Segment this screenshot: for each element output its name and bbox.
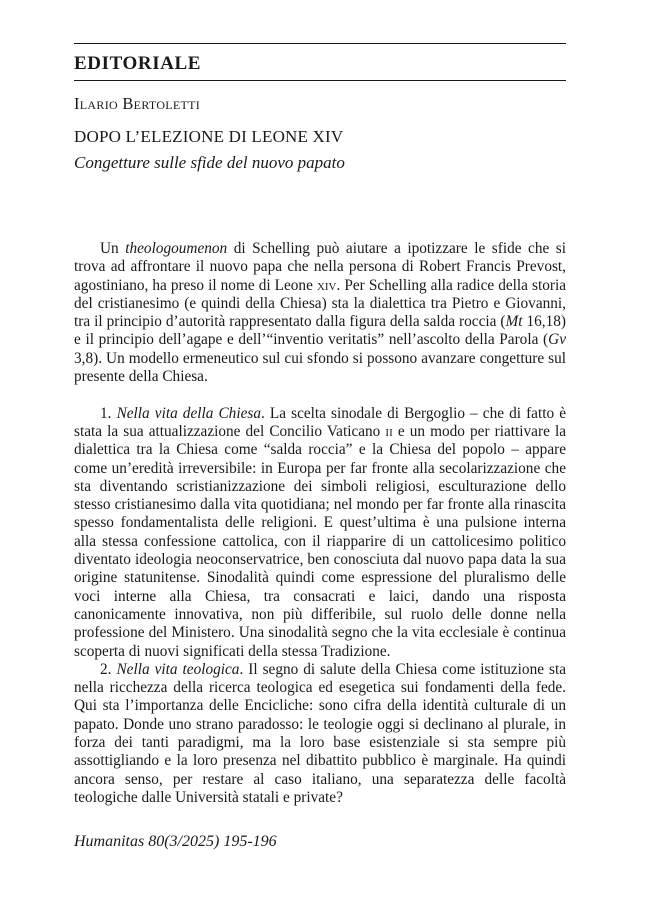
paragraph-church-life: [74, 405, 566, 661]
section-label: EDITORIALE: [74, 53, 202, 74]
italic-heading: Nella vita teologica: [116, 660, 240, 678]
text-run: . Il segno di salute della Chiesa come istituzione sta nella ricchezza della ricerca teologica ed esegetica sui fondamenti della fede. Qui sta l’importanza delle Encicliche: sono cifra della identità culturale di un papato. Donde uno strano paradosso: le teologie oggi si declinano al plurale, in forza dei tanti paradigmi, ma la loro base esistenziale si sta sempre più assottigliando e la loro presenza nel dibattito pubblico è marginale. Ha quindi ancora senso, per restare al caso italiano, una separatezza delle facoltà teologiche dalle Università statali e private?: [74, 660, 566, 806]
text-run: 1.: [100, 404, 117, 422]
text-run: 2.: [100, 660, 117, 678]
text-run: . Per Schelling alla radice della storia del cristianesimo (e quindi della Chiesa) sta la dialettica tra Pietro e Giovanni, tra il principio d’autorità rappresentato dalla figura della salda roccia (: [74, 276, 566, 331]
article-title: DOPO L’ELEZIONE DI LEONE XIV: [74, 127, 344, 146]
roman-numeral: xiv: [316, 276, 337, 294]
italic-term: theologoumenon: [125, 240, 228, 257]
paragraph-intro: [74, 240, 566, 386]
italic-reference: Gv: [548, 331, 566, 349]
article-body: [74, 240, 566, 807]
italic-reference: Mt: [505, 313, 523, 331]
top-rule: [74, 43, 566, 44]
text-run: Un: [100, 240, 126, 257]
italic-heading: Nella vita della Chiesa: [116, 404, 261, 422]
article-subtitle: Congetture sulle sfide del nuovo papato: [74, 153, 345, 172]
text-run: 3,8). Un modello ermeneutico sul cui sfondo si possono avanzare congetture sul presente della Chiesa.: [74, 349, 566, 386]
text-run: 16,18) e il principio dell’agape e dell’“inventio veritatis” nell’ascolto della Parola (: [74, 313, 566, 349]
text-run: di Schelling può aiutare a ipotizzare le sfide che si trova ad affrontare il nuovo papa che nella persona di Robert Francis Prevost, agostiniano, ha preso il nome di Leone: [74, 240, 566, 294]
text-run: e un modo per riattivare la dialettica tra la Chiesa come “salda roccia” e la Chiesa del popolo – appare come un’eredità irreversibile: in Europa per far fronte alla secolarizzazione che sta diventando scristianizzazione dei simboli religiosi, esculturazione dello stesso cristianesimo dalla vita quotidiana; nel mondo per far fronte alla rinascita spesso fondamentalista delle religioni. E quest’ultima è una pulsione interna alla stessa confessione cattolica, con il riapparire di un cattolicesimo politico diventato ideologia neoconservatrice, ben conosciuta dal nuovo papa data la sua origine statunitense. Sinodalità quindi come espressione del pluralismo delle voci interne alla Chiesa, tra consacrati e laici, dando una risposta canonicamente innovativa, non più differibile, sul ruolo delle donne nella professione del Ministero. Una sinodalità segno che la vita ecclesiale è continua scoperta di nuovi significati della stessa Tradizione.: [74, 422, 566, 660]
paragraph-theological-life: [74, 661, 566, 807]
bottom-rule: [74, 80, 566, 81]
journal-citation: Humanitas 80(3/2025) 195-196: [74, 833, 277, 850]
roman-numeral: ii: [385, 422, 393, 440]
author-name: Ilario Bertoletti: [74, 94, 201, 113]
text-run: . La scelta sinodale di Bergoglio – che di fatto è stata la sua attualizzazione del Concilio Vaticano: [74, 404, 566, 440]
